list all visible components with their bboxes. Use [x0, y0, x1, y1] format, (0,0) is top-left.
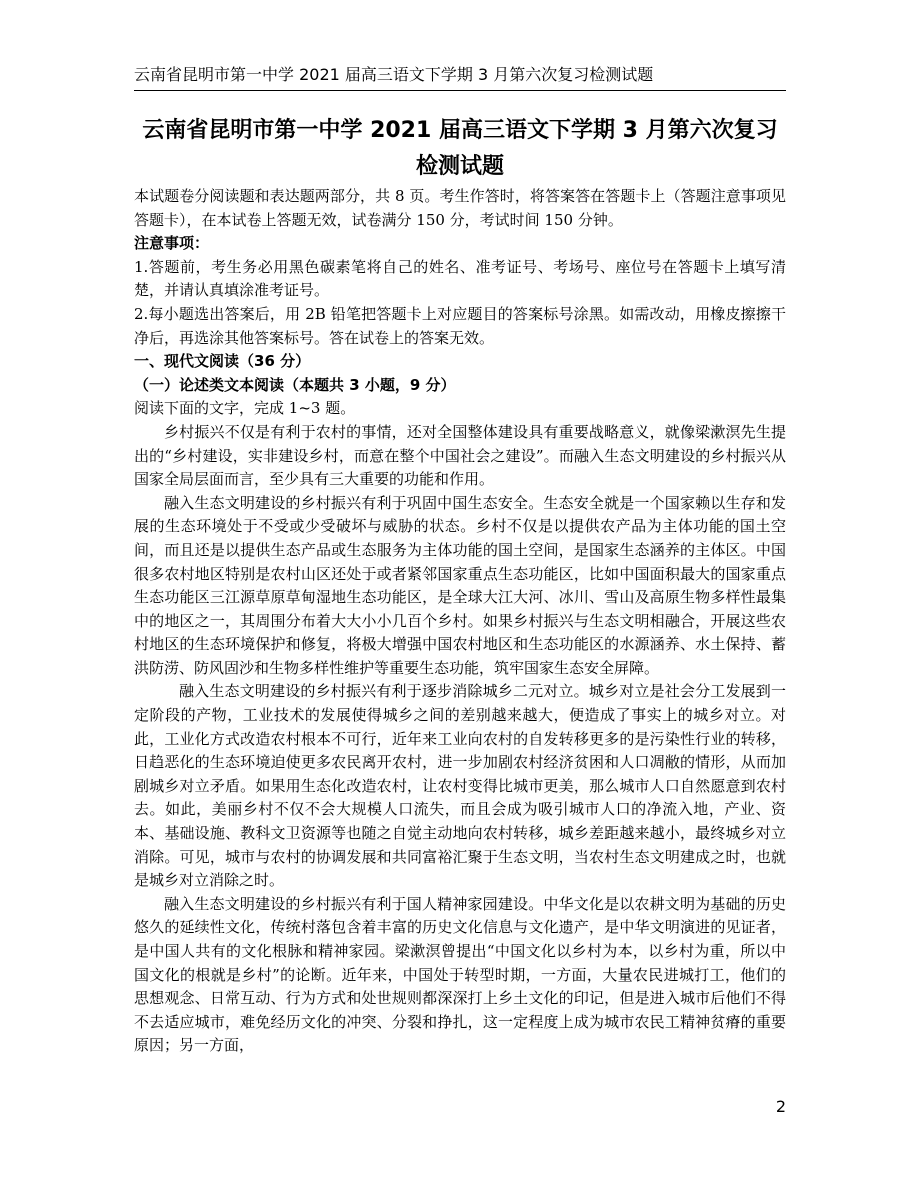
- note-item: 2.每小题选出答案后，用 2B 铅笔把答题卡上对应题目的答案标号涂黑。如需改动，用橡皮擦擦干净后，再选涂其他答案标号。答在试卷上的答案无效。: [134, 304, 786, 347]
- passage-paragraph: 融入生态文明建设的乡村振兴有利于巩固中国生态安全。生态安全就是一个国家赖以生存和发展的生态环境处于不受或少受破坏与威胁的状态。乡村不仅是以提供农产品为主体功能的国土空间，而且还是以提供生态产品或生态服务为主体功能的国土空间，是国家生态涵养的主体区。中国很多农村地区特别是农村山区还处于或者紧邻国家重点生态功能区，比如中国面积最大的国家重点生态功能区三江源草原草甸湿地生态功能区，是全球大江大河、冰川、雪山及高原生物多样性最集中的地区之一，其周围分布着大大小小几百个乡村。如果乡村振兴与生态文明相融合，开展这些农村地区的生态环境保护和修复，将极大增强中国农村地区和生态功能区的水源涵养、水土保持、蓄洪防涝、防风固沙和生物多样性维护等重要生态功能，筑牢国家生态安全屏障。: [134, 493, 786, 677]
- running-header: 云南省昆明市第一中学 2021 届高三语文下学期 3 月第六次复习检测试题: [134, 65, 654, 84]
- passage-paragraph: 融入生态文明建设的乡村振兴有利于逐步消除城乡二元对立。城乡对立是社会分工发展到一定阶段的产物，工业技术的发展使得城乡之间的差别越来越大，便造成了事实上的城乡对立。对此，工业化方式改造农村根本不可行，近年来工业向农村的自发转移更多的是污染性行业的转移，日趋恶化的生态环境迫使更多农民离开农村，进一步加剧农村经济贫困和人口凋敝的情形，从而加剧城乡对立矛盾。如果用生态化改造农村，让农村变得比城市更美，那么城市人口自然愿意到农村去。如此，美丽乡村不仅不会大规模人口流失，而且会成为吸引城市人口的净流入地，产业、资本、基础设施、教科文卫资源等也随之自觉主动地向农村转移，城乡差距越来越小，最终城乡对立消除。可见，城市与农村的协调发展和共同富裕汇聚于生态文明，当农村生态文明建成之时，也就是城乡对立消除之时。: [134, 682, 786, 890]
- page-number: 2: [775, 1097, 786, 1116]
- note-item: 1.答题前，考生务必用黑色碳素笔将自己的姓名、准考证号、考场号、座位号在答题卡上填写清楚，并请认真填涂准考证号。: [134, 257, 786, 300]
- reading-instruction: 阅读下面的文字，完成 1~3 题。: [134, 399, 356, 418]
- subsection-heading: （一）论述类文本阅读（本题共 3 小题，9 分）: [134, 375, 456, 394]
- page-title: 云南省昆明市第一中学 2021 届高三语文下学期 3 月第六次复习检测试题: [142, 118, 778, 179]
- section-heading: 一、现代文阅读（36 分）: [134, 352, 311, 371]
- header-divider: [134, 90, 786, 91]
- document-body: [134, 185, 786, 1058]
- passage-paragraph: 乡村振兴不仅是有利于农村的事情，还对全国整体建设具有重要战略意义，就像梁漱溟先生提出的“乡村建设，实非建设乡村，而意在整个中国社会之建设”。而融入生态文明建设的乡村振兴从国家全局层面而言，至少具有三大重要的功能和作用。: [134, 422, 786, 489]
- exam-instructions: 本试题卷分阅读题和表达题两部分，共 8 页。考生作答时，将答案答在答题卡上（答题注意事项见答题卡），在本试卷上答题无效，试卷满分 150 分，考试时间 150 分钟。: [134, 187, 786, 229]
- notes-heading: 注意事项：: [134, 234, 210, 253]
- passage-paragraph: 融入生态文明建设的乡村振兴有利于国人精神家园建设。中华文化是以农耕文明为基础的历史悠久的延续性文化，传统村落包含着丰富的历史文化信息与文化遗产，是中华文明演进的见证者，是中国人共有的文化根脉和精神家园。梁漱溟曾提出“中国文化以乡村为本，以乡村为重，所以中国文化的根就是乡村”的论断。近年来，中国处于转型时期，一方面，大量农民进城打工，他们的思想观念、日常互动、行为方式和处世规则都深深打上乡土文化的印记，但是进入城市后他们不得不去适应城市，难免经历文化的冲突、分裂和挣扎，这一定程度上成为城市农民工精神贫瘠的重要原因；另一方面，: [134, 894, 786, 1055]
